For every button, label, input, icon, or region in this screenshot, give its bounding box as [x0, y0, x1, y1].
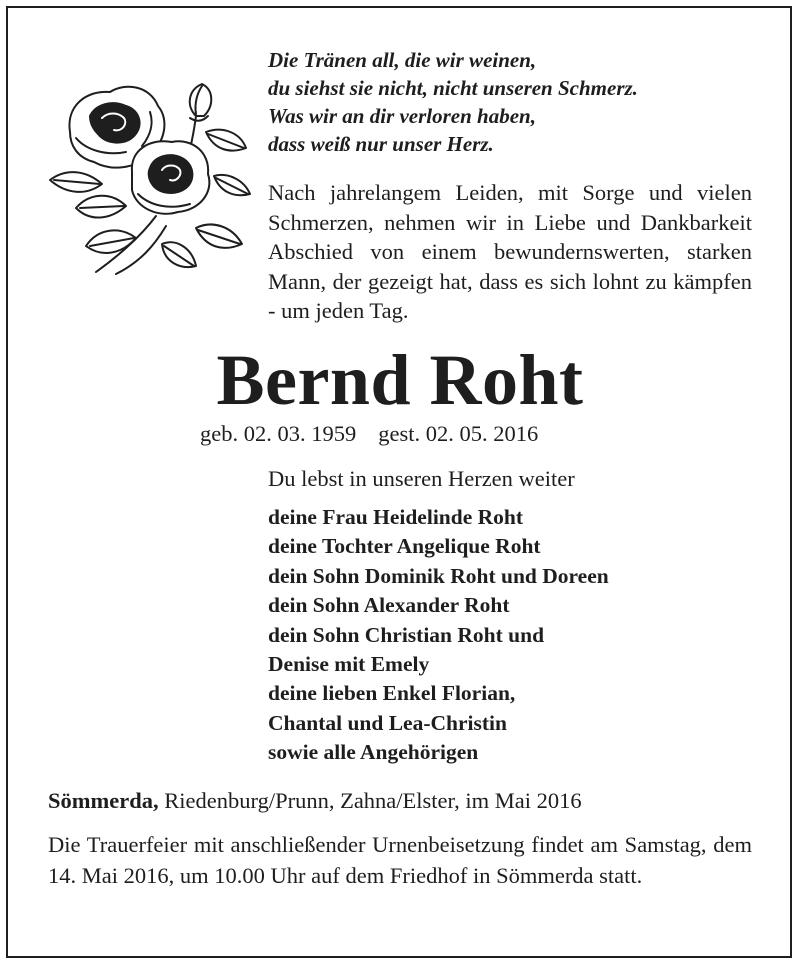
place-town: Sömmerda, [48, 788, 159, 813]
mourner-line: dein Sohn Alexander Roht [268, 593, 510, 618]
poem-verse [268, 46, 638, 158]
mourner-line: deine lieben Enkel Florian, [268, 681, 516, 706]
mourner-line: deine Frau Heidelinde Roht [268, 505, 524, 529]
mourner-line: deine Tochter Angelique Roht [268, 534, 541, 559]
poem-line: Was wir an dir verloren haben, [268, 104, 536, 128]
mourners-list [268, 503, 609, 768]
poem-line: dass weiß nur unser Herz. [268, 132, 494, 156]
birth-date: geb. 02. 03. 1959 [200, 421, 357, 446]
poem-line: Die Tränen all, die wir weinen, [268, 48, 537, 72]
mourner-line: sowie alle Angehörigen [268, 740, 479, 765]
mourner-line: Denise mit Emely [268, 652, 430, 677]
death-date: gest. 02. 05. 2016 [378, 421, 539, 446]
mourner-line: Chantal und Lea-Christin [268, 710, 507, 735]
intro-paragraph: Nach jahrelangem Leiden, mit Sorge und vielen Schmerzen, nehmen wir in Liebe und Dankbarkeit Abschied von einem bewundernswerten, starken Mann, der gezeigt hat, dass es sich lohnt zu kämpfen - um jeden Tag. [268, 180, 752, 323]
life-dates [200, 419, 538, 449]
deceased-name: Bernd Roht [216, 340, 584, 420]
mourner-line: dein Sohn Dominik Roht und Doreen [268, 563, 609, 588]
funeral-notice: Die Trauerfeier mit anschließender Urnenbeisetzung findet am Samstag, dem 14. Mai 2016, um 10.00 Uhr auf dem Friedhof in Sömmerda statt. [48, 832, 752, 888]
poem-line: du siehst sie nicht, nicht unseren Schmerz. [268, 76, 638, 100]
remembrance-line: Du lebst in unseren Herzen weiter [268, 466, 575, 491]
mourner-line: dein Sohn Christian Roht und [268, 622, 545, 647]
place-details: Riedenburg/Prunn, Zahna/Elster, im Mai 2016 [158, 788, 582, 813]
place-and-date [48, 786, 582, 816]
rose-illustration [46, 76, 254, 282]
